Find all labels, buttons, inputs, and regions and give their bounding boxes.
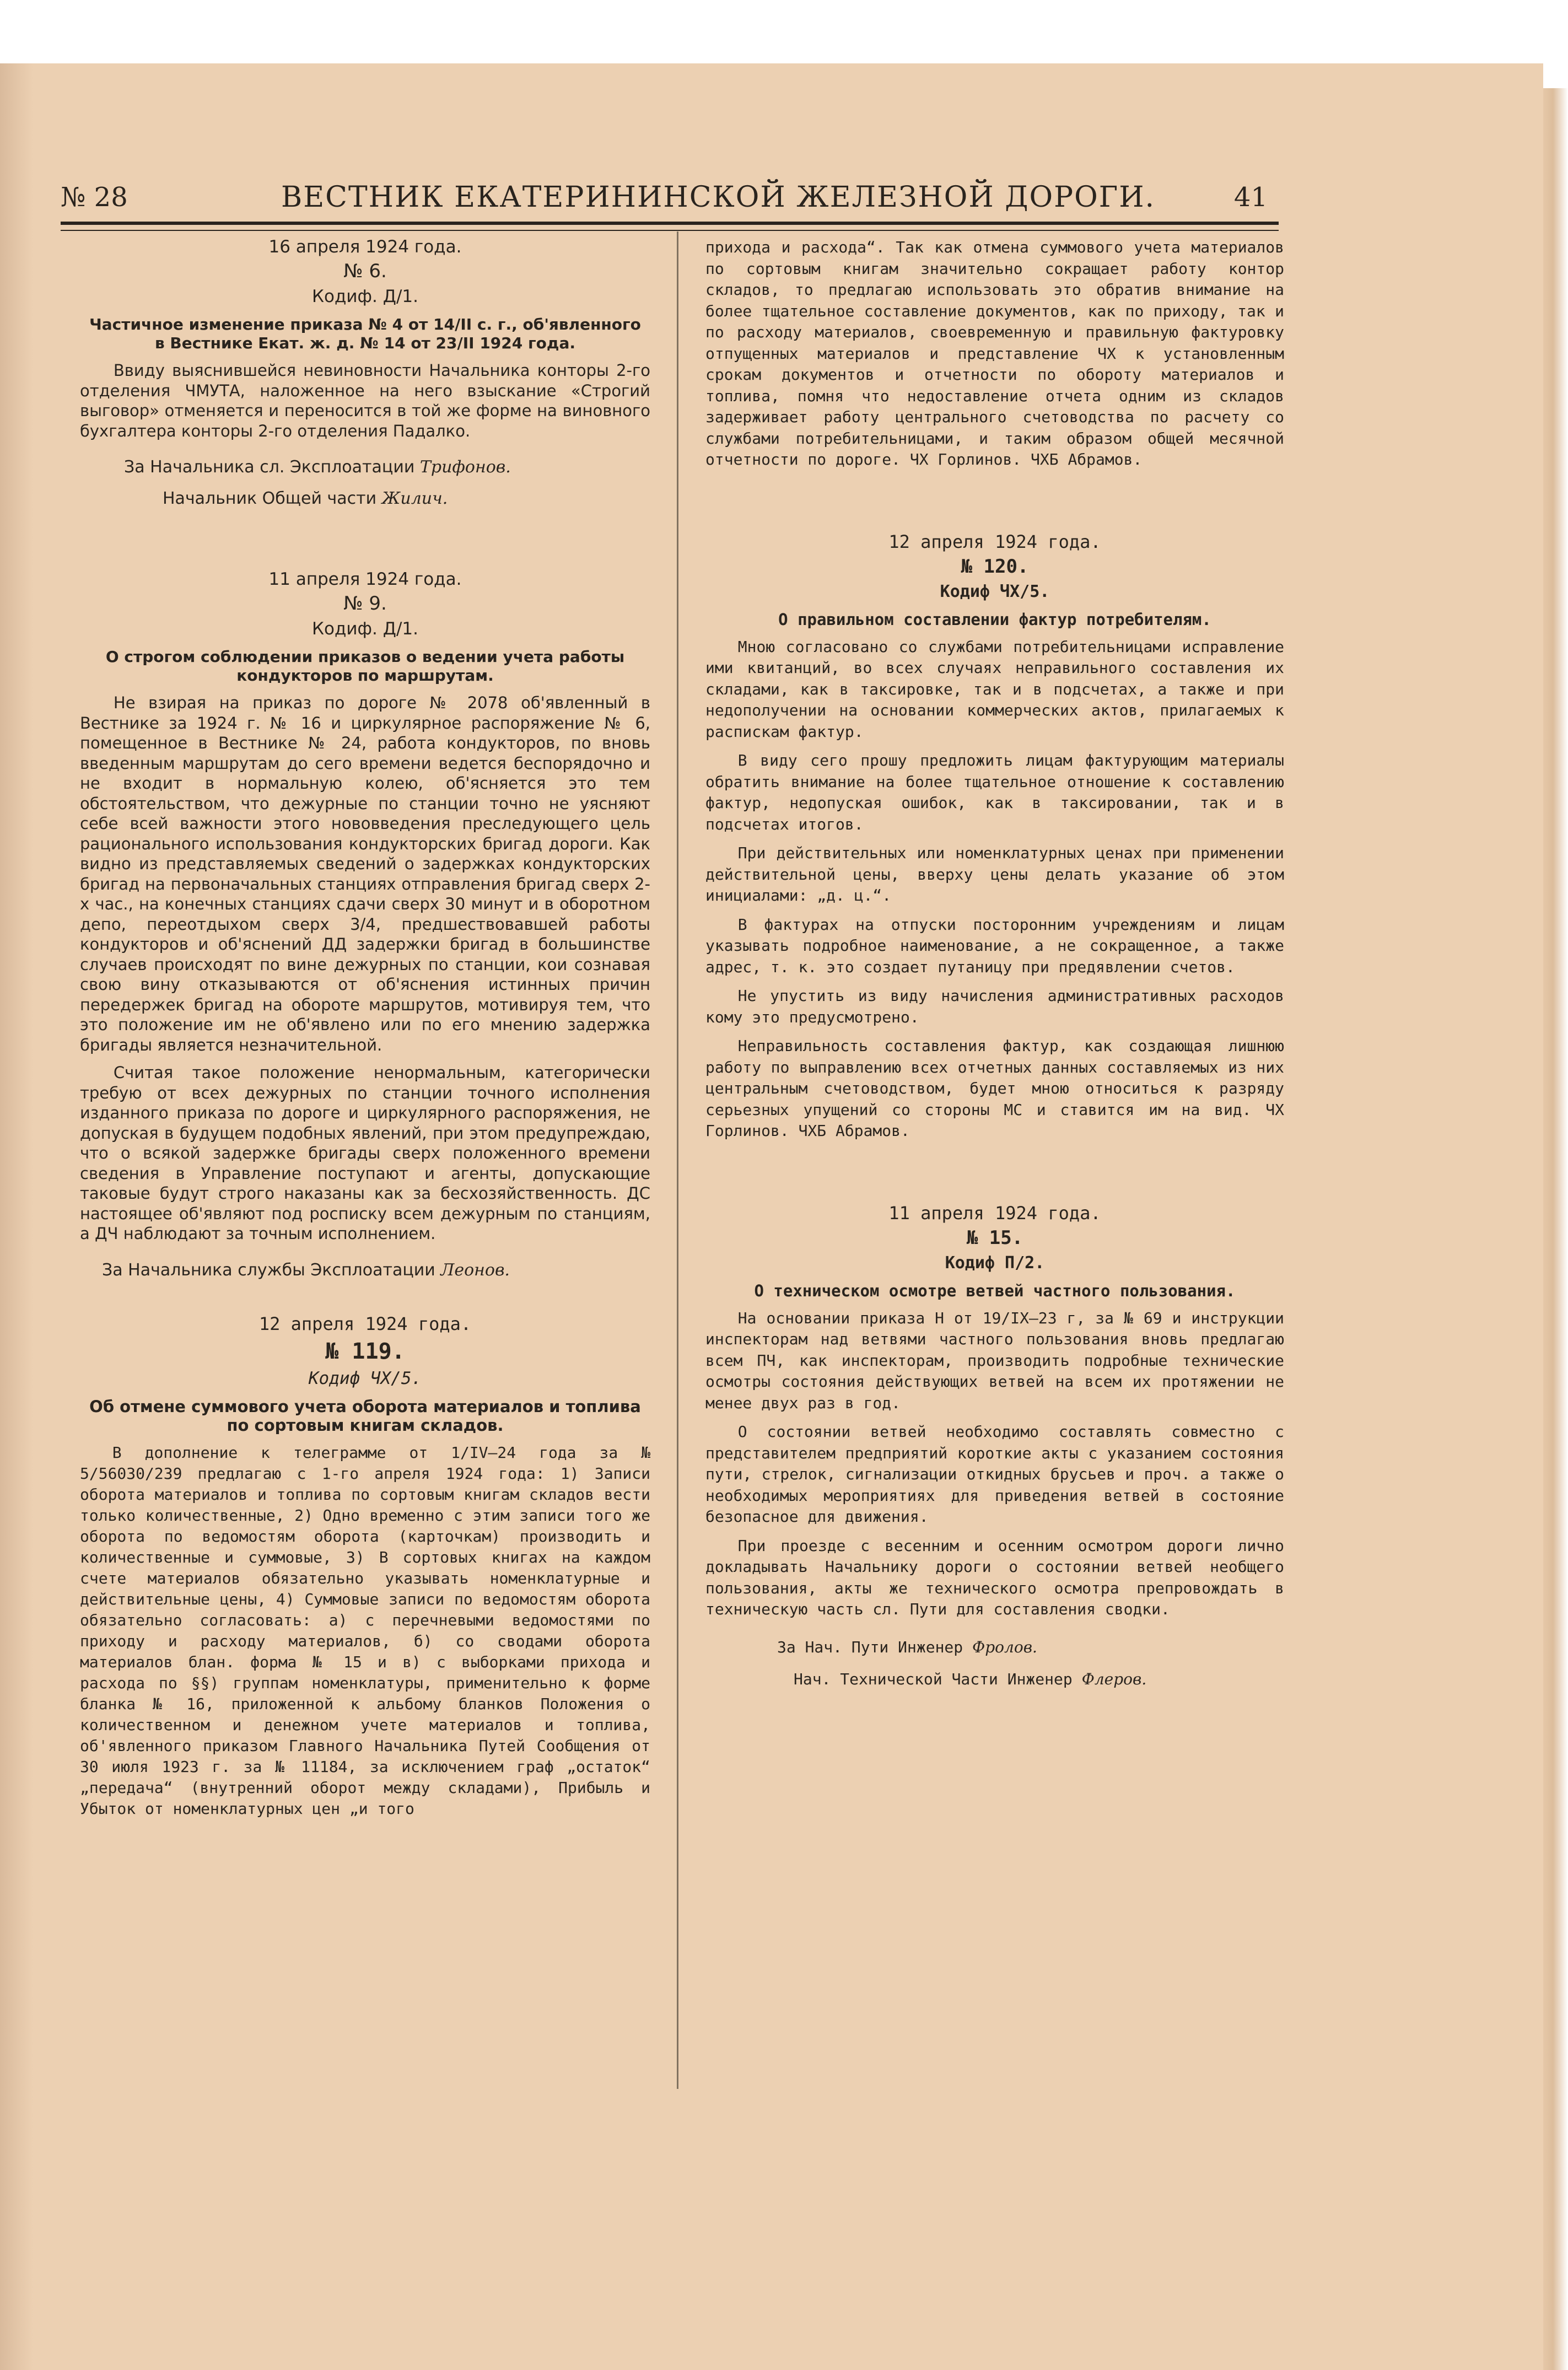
order-date: 12 апреля 1924 года. [888, 531, 1101, 552]
signature [705, 1669, 1284, 1690]
order-paragraph: Неправильность составления фактур, как создающая лишнюю работу по выправлению всех отчетных данных составляемых из них центральным счетоводством, будет мною относиться к разряду серьезных упущений со стороны МС и ставится им на вид. ЧХ Горлинов. ЧХБ Абрамов. [705, 1037, 1284, 1140]
page-fold-shadow [0, 63, 33, 2370]
left-column [80, 237, 650, 1819]
signature [80, 489, 650, 509]
signature-role: За Начальника службы Эксплоатации [102, 1260, 435, 1280]
order-paragraph: При проезде с весенним и осенним осмотром дороги лично докладывать Начальнику дороги о состоянии ветвей необщего пользования, акты же технического осмотра препровождать в техническую часть сл. Пути для составления сводки. [705, 1536, 1284, 1618]
page-edge [1543, 88, 1568, 2370]
order-paragraph: Не взирая на приказ по дороге № 2078 об'явленный в Вестнике за 1924 г. № 16 и циркулярное распоряжение № 6, помещенное в Вестнике № 24, работа кондукторов, по вновь введенным маршрутам до сего времени ведется беспорядочно и не входит в нормальную колею, об'ясняется это тем обстоятельством, что дежурные по станции точно не уясняют себе всей важности этого нововведения преследующего цель рационального использования кондукторских бригад дороги. Как видно из представляемых сведений о задержках кондукторских бригад на первоначальных станциях отправления бригад сверх 2-х час., на конечных станциях сдачи сверх 30 минут и в оборотном депо, переотдыхом сверх 3/4, предшествовавшей работы кондукторов и об'яснений ДД задержки бригад в большинстве случаев происходят по вине дежурных по станции, кои сознавая свою вину отказываются от об'яснения истинных причин передержек бригад на обороте маршрутов, мотивируя тем, что это положение им не об'явлено или по его мнению задержка бригады является незначительной. [80, 693, 650, 1054]
page-number: 41 [1233, 182, 1268, 213]
order-6 [80, 237, 650, 509]
signature-role: Начальник Общей части [163, 488, 377, 508]
order-date: 11 апреля 1924 года. [268, 569, 462, 589]
order-paragraph: В виду сего прошу предложить лицам фактурующим материалы обратить внимание на более тщательное отношение к составлению фактур, недопуская ошибок, как в таксировании, так и в подсчетах итогов. [705, 751, 1284, 833]
order-119-continuation: прихода и расхода“. Так как отмена суммового учета материалов по сортовым книгам значительно сокращает работу контор складов, то предлагаю использовать это обратив внимание на более тщательное составление документов, как по приходу, так и по расходу материалов, своевременную и правильную фактуровку отпущенных материалов и представление ЧХ к установленным срокам документов и отчетности по обороту материалов и топлива, помня что недоставление отчета одним из складов задерживает работу центрального счетоводства по расчету со службами потребительницами, и таким образом общей месячной отчетности по дороге. ЧХ Горлинов. ЧХБ Абрамов. [705, 238, 1284, 468]
order-codification: Кодиф. Д/1. [311, 619, 418, 639]
signature-role: За Нач. Пути Инженер [777, 1638, 963, 1656]
order-date: 11 апреля 1924 года. [888, 1202, 1101, 1224]
issue-number: № 28 [61, 182, 128, 213]
order-paragraph: О состоянии ветвей необходимо составлять совместно с представителем предприятий короткие акты с указанием состояния пути, стрелок, сигнализации откидных брусьев и проч. а также о необходимых мероприятиях для приведения ветвей в состояние безопасное для движения. [705, 1423, 1284, 1526]
order-title: Частичное изменение приказа № 4 от 14/II с. г., об'явленного в Вестнике Екат. ж. д. № 14 от 23/II 1924 года. [89, 315, 641, 352]
order-title: О техническом осмотре ветвей частного пользования. [754, 1281, 1236, 1300]
order-date: 16 апреля 1924 года. [268, 237, 462, 257]
header-rule [61, 222, 1279, 231]
order-number: № 119. [325, 1339, 405, 1364]
right-column [705, 237, 1284, 1690]
order-codification: Кодиф ЧХ/5. [308, 1369, 422, 1388]
order-codification: Кодиф ЧХ/5. [940, 581, 1050, 601]
signature-name: Трифонов. [419, 457, 511, 477]
section-spacer [80, 1280, 650, 1313]
column-divider [677, 231, 678, 2089]
order-paragraph: В дополнение к телеграмме от 1/IV—24 года за № 5/56030/239 предлагаю с 1-го апреля 1924 года: 1) Записи оборота материалов и топлива по сортовым книгам складов вести только количественные, 2) Одно временно с этим записи того же оборота по ведомостям оборота (карточкам) производить и количественные и суммовые, 3) В сортовых книгах на каждом счете материалов обязательно указывать номенклатурные и действительные цены, 4) Суммовые записи по ведомостям оборота обязательно согласовать: а) с перечневыми ведомостями по приходу и расходу материалов, б) со сводами оборота материалов блан. форма № 15 и в) с выборками прихода и расхода по §§) группам номенклатуры, применительно к форме бланка № 16, приложенной к альбому бланков Положения о количественном и денежном учете материалов и топлива, об'явленного приказом Главного Начальника Путей Сообщения от 30 июля 1923 г. за № 11184, за исключением граф „остаток“ „передача“ (внутренний оборот между складами), Прибыль и Убыток от номенклатурных цен „и того [80, 1443, 650, 1818]
signature [705, 1637, 1284, 1658]
order-number: № 6. [343, 260, 387, 282]
order-codification: Кодиф П/2. [945, 1253, 1045, 1273]
order-paragraph: При действительных или номенклатурных ценах при применении действительной цены, вверху цены делать указание об этом инициалами: „д. ц.“. [705, 844, 1284, 904]
signature-name: Леонов. [440, 1260, 510, 1280]
order-number: № 9. [343, 592, 387, 615]
order-number: № 15. [966, 1226, 1023, 1249]
order-codification: Кодиф. Д/1. [311, 287, 418, 306]
order-9 [80, 569, 650, 1280]
signature [80, 457, 650, 478]
signature [80, 1261, 650, 1281]
order-paragraph: На основании приказа Н от 19/IX—23 г, за № 69 и инструкции инспекторам над ветвями частного пользования вновь предлагаю всем ПЧ, как инспекторам, производить подробные технические осмотры состояния действующих ветвей на всем их протяжении не менее двух раз в год. [705, 1308, 1284, 1412]
page-header [61, 177, 1279, 222]
order-number: № 120. [961, 555, 1029, 578]
order-paragraph: Ввиду выяснившейся невиновности Начальника конторы 2-го отделения ЧМУТА, наложенное на него взыскание «Строгий выговор» отменяется и переносится в той же форме на виновного бухгалтера конторы 2-го отделения Падалко. [80, 361, 650, 440]
signature-role: Нач. Технической Части Инженер [794, 1670, 1073, 1688]
order-title: О правильном составлении фактур потребителям. [778, 610, 1211, 629]
order-paragraph: Не упустить из виду начисления административных расходов кому это предусмотрено. [705, 987, 1284, 1026]
order-title: О строгом соблюдении приказов о ведении учета работы кондукторов по маршрутам. [105, 648, 625, 685]
order-paragraph: В фактурах на отпуски посторонним учреждениям и лицам указывать подробное наименование, а не сокращенное, а также адрес, т. к. это создает путаницу при предявлении счетов. [705, 915, 1284, 976]
order-120 [705, 531, 1284, 1142]
publication-title: ВЕСТНИК ЕКАТЕРИНИНСКОЙ ЖЕЛЕЗНОЙ ДОРОГИ. [281, 181, 1156, 214]
signature-name: Жилич. [381, 488, 448, 508]
order-15 [705, 1203, 1284, 1690]
signature-name: Фролов. [972, 1638, 1037, 1656]
order-paragraph: Мною согласовано со службами потребительницами исправление ими квитанций, во всех случаях неправильного составления их складами, как в таксировке, так и в подсчетах, а также и при недополучении на основании коммерческих актов, прилагаемых к распискам фактур. [705, 637, 1284, 741]
order-paragraph: Считая такое положение ненормальным, категорически требую от всех дежурных по станции точного исполнения изданного приказа по дороге и циркулярного распоряжения, не допуская в будущем подобных явлений, при этом предупреждаю, что о всякой задержке бригады сверх положенного времени сведения в Управление поступают и агенты, допускающие таковые будут строго наказаны как за бесхозяйственность. ДС настоящее об'являют под росписку всем дежурным по станциям, а ДЧ наблюдают за точным исполнением. [80, 1063, 650, 1243]
signature-role: За Начальника сл. Эксплоатации [124, 457, 415, 477]
section-spacer [705, 1142, 1284, 1203]
order-119 [80, 1313, 650, 1819]
signature-name: Флеров. [1081, 1670, 1147, 1688]
section-spacer [705, 471, 1284, 531]
section-spacer [80, 509, 650, 569]
order-title: Об отмене суммового учета оборота материалов и топлива по сортовым книгам складов. [89, 1397, 641, 1435]
order-date: 12 апреля 1924 года. [258, 1313, 472, 1334]
